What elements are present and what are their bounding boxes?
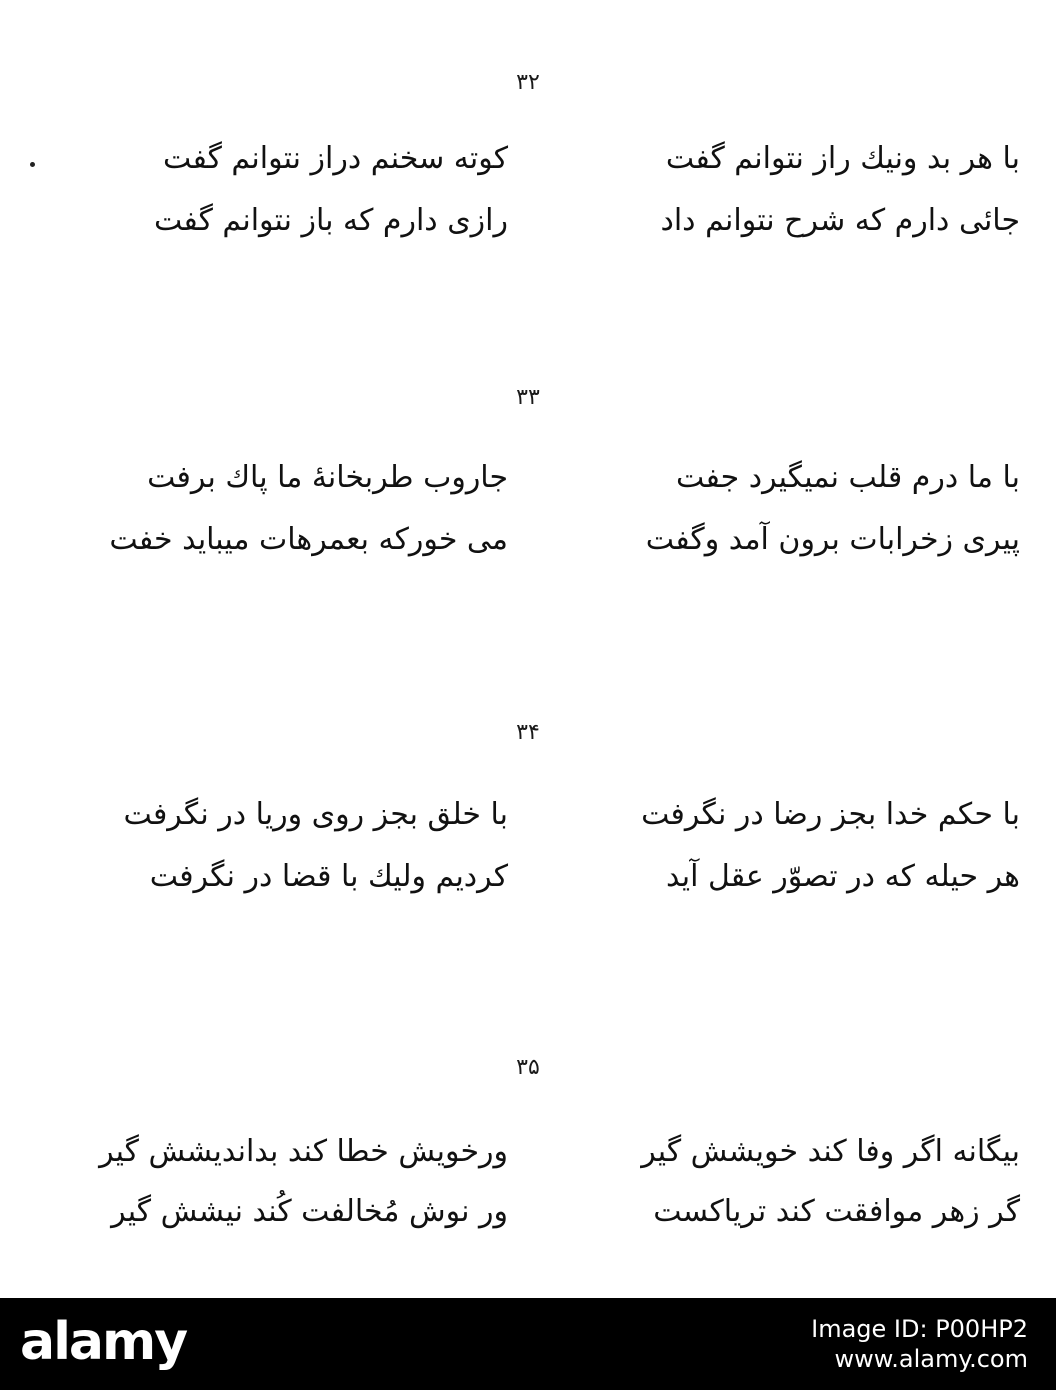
first-hemistich: جائی دارم كه شرح نتوانم داد: [660, 203, 1020, 238]
stanza-number: ۳۳: [516, 385, 540, 410]
image-id-label: Image ID: P00HP2: [811, 1315, 1028, 1343]
first-hemistich: هر حیله كه در تصوّر عقل آید: [666, 859, 1020, 894]
verse-line: [52, 136, 1020, 182]
second-hemistich: با خلق بجز روی وریا در نگرفت: [123, 797, 508, 832]
watermark-footer: [0, 1298, 1056, 1390]
ink-dot: [30, 162, 35, 167]
site-url-label: www.alamy.com: [834, 1345, 1028, 1373]
verse-line: [52, 455, 1020, 501]
verse-line: [52, 517, 1020, 563]
second-hemistich: كردیم ولیك با قضا در نگرفت: [149, 859, 508, 894]
stanza-number: ۳۵: [516, 1055, 540, 1080]
second-hemistich: ور نوش مُخالفت كُند نیشش گیر: [111, 1194, 508, 1229]
second-hemistich: كوته سخنم دراز نتوانم گفت: [162, 141, 508, 176]
first-hemistich: پیری زخرابات برون آمد وگفت: [645, 522, 1020, 557]
second-hemistich: می خوركه بعمرهات میباید خفت: [109, 522, 508, 557]
footer-info: [768, 1314, 1028, 1374]
stanza-number: ۳۲: [516, 70, 540, 95]
first-hemistich: با هر بد ونیك راز نتوانم گفت: [665, 141, 1020, 176]
verse-line: [52, 1129, 1020, 1175]
first-hemistich: با ما درم قلب نمیگیرد جفت: [676, 460, 1020, 495]
first-hemistich: با حكم خدا بجز رضا در نگرفت: [641, 797, 1020, 832]
verse-line: [52, 1189, 1020, 1235]
first-hemistich: گر زهر موافقت كند تریاكست: [653, 1194, 1020, 1229]
alamy-logo: alamy: [20, 1312, 187, 1372]
second-hemistich: جاروب طربخانهٔ ما پاك برفت: [147, 460, 508, 495]
second-hemistich: رازی دارم كه باز نتوانم گفت: [153, 203, 508, 238]
verse-line: [52, 198, 1020, 244]
first-hemistich: بیگانه اگر وفا كند خویشش گیر: [641, 1134, 1020, 1169]
stanza-number: ۳۴: [516, 720, 540, 745]
second-hemistich: ورخویش خطا كند بداندیشش گیر: [99, 1134, 508, 1169]
verse-line: [52, 792, 1020, 838]
verse-line: [52, 854, 1020, 900]
